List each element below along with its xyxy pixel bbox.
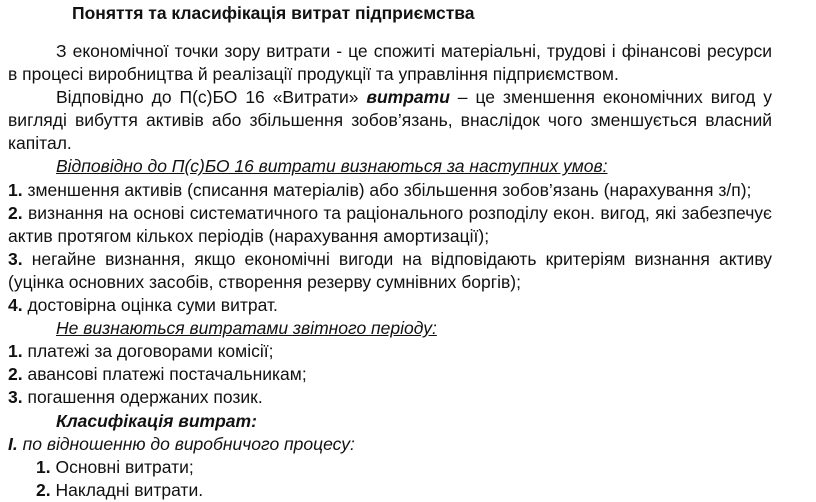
classification-item <box>8 456 772 479</box>
classification-item <box>8 479 772 502</box>
condition-item <box>8 179 772 202</box>
item-number: 3. <box>8 387 23 408</box>
item-text: погашення одержаних позик. <box>22 387 263 408</box>
classification-heading <box>8 410 772 433</box>
section-number: І. <box>8 433 18 454</box>
conditions-heading <box>8 155 772 178</box>
condition-item <box>8 248 772 294</box>
definition-text: – це зменшення економічних вигод у вигляді вибуття активів або збільшення зобов’язань, внаслідок чого зменшується власний капітал. <box>8 87 772 154</box>
standard-reference: Відповідно до П(с)БО 16 «Витрати» <box>56 87 367 108</box>
classification-heading-text: Класифікація витрат: <box>56 410 257 431</box>
condition-number: 1. <box>8 179 23 200</box>
item-text: Основні витрати; <box>50 456 194 477</box>
item-text: Накладні витрати. <box>50 479 204 500</box>
condition-item <box>8 294 772 317</box>
condition-item <box>8 202 772 248</box>
item-number: 1. <box>36 456 51 477</box>
defined-term: витрати <box>366 87 450 108</box>
not-expenses-heading-text: Не визнаються витратами звітного періоду: <box>56 318 437 339</box>
definition-paragraph: З економічної точки зору витрати - це спожиті матеріальні, трудові і фінансові ресурси в процесі виробництва й реалізації продукції та управління підприємством. <box>8 41 772 85</box>
not-expense-item <box>8 340 772 363</box>
not-expense-item <box>8 386 772 409</box>
item-number: 2. <box>36 479 51 500</box>
condition-number: 3. <box>8 248 23 269</box>
condition-text: зменшення активів (списання матеріалів) або збільшення зобов’язань (нарахування з/п); <box>22 179 752 200</box>
item-number: 1. <box>8 341 23 362</box>
condition-text: визнання на основі систематичного та раціонального розподілу екон. вигод, які забезпечує актив протягом кількох періодів (нарахування амортизації); <box>8 202 772 246</box>
not-expense-item <box>8 363 772 386</box>
not-expenses-heading <box>8 317 772 340</box>
section-text: по відношенню до виробничого процесу: <box>17 433 355 454</box>
item-text: авансові платежі постачальникам; <box>22 364 307 385</box>
condition-number: 4. <box>8 295 23 316</box>
classification-section <box>8 433 772 456</box>
item-text: платежі за договорами комісії; <box>22 341 274 362</box>
conditions-heading-text: Відповідно до П(с)БО 16 витрати визнаються за наступних умов: <box>56 156 608 177</box>
condition-text: достовірна оцінка суми витрат. <box>22 295 278 316</box>
condition-number: 2. <box>8 202 23 223</box>
condition-text: негайне визнання, якщо економічні вигоди на відповідають критеріям визнання активу (уцінка основних засобів, створення резерву сумнівних боргів); <box>8 248 772 292</box>
standard-definition-paragraph <box>8 86 772 155</box>
item-number: 2. <box>8 364 23 385</box>
document-body <box>8 40 772 502</box>
document-title: Поняття та класифікація витрат підприємства <box>72 3 475 23</box>
